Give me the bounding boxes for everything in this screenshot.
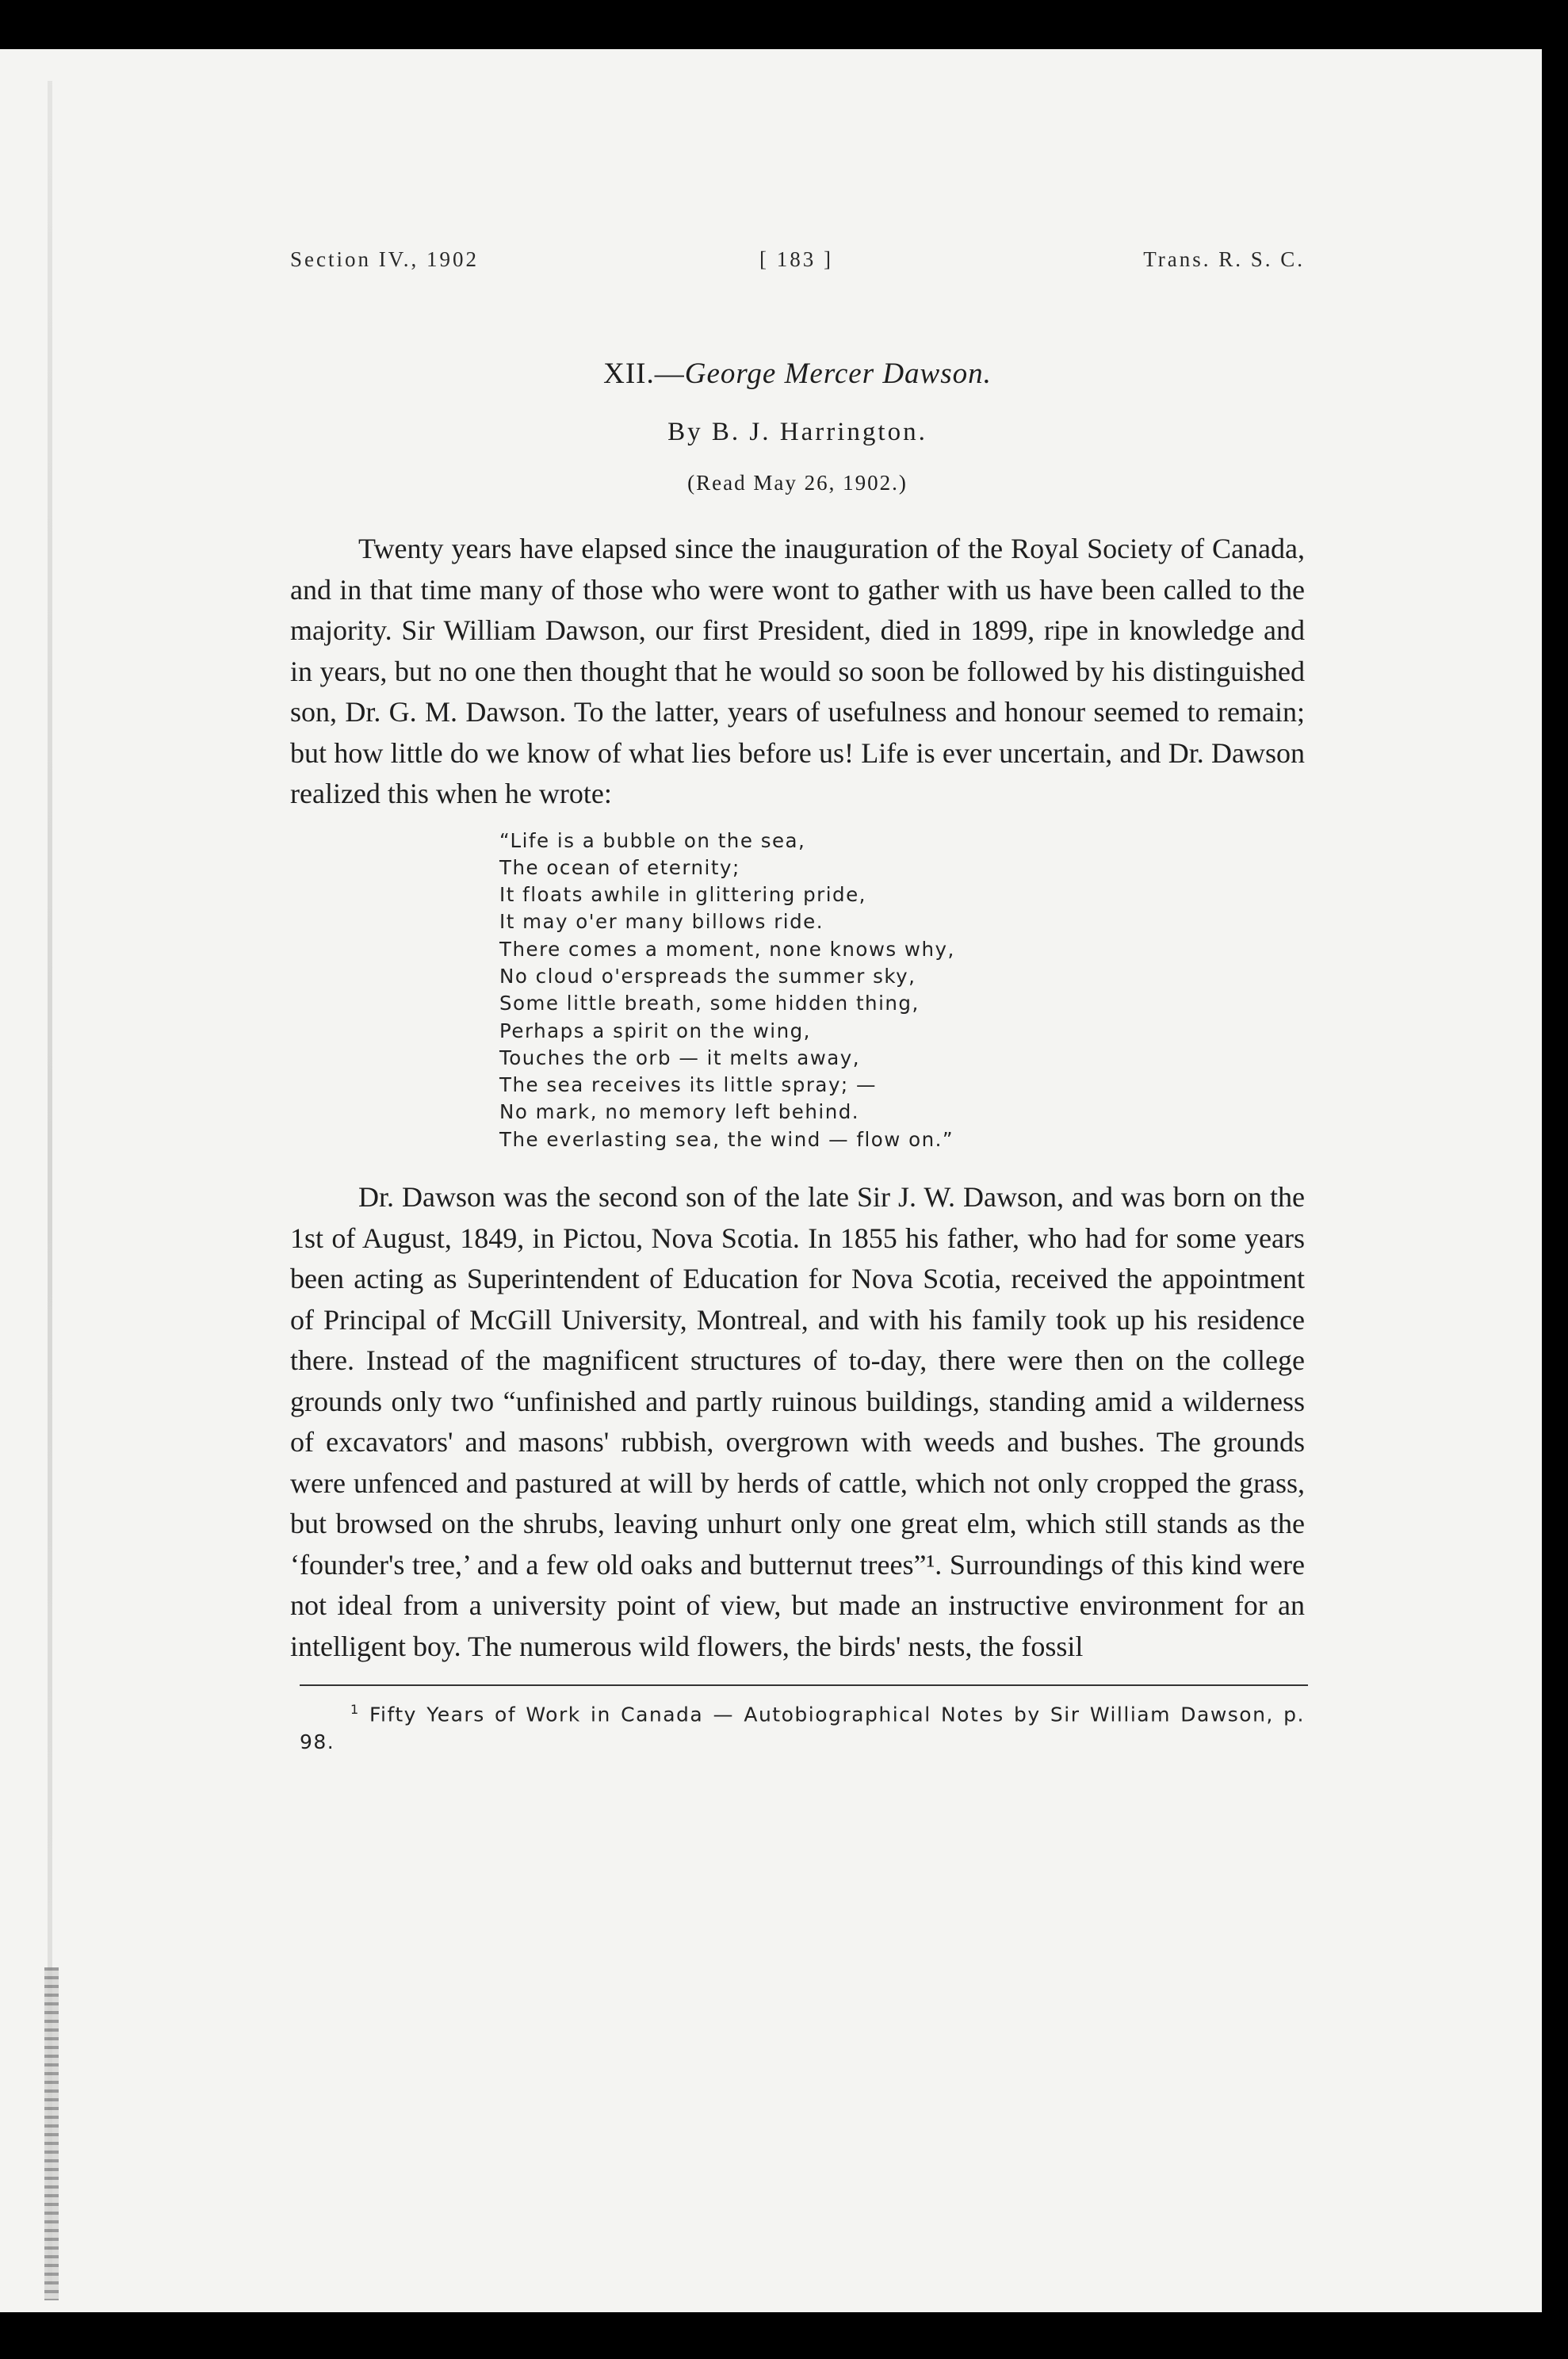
poem-line: There comes a moment, none knows why, xyxy=(499,937,955,961)
article-subject: George Mercer Dawson. xyxy=(684,357,992,390)
footnote-marker: 1 xyxy=(350,1702,360,1718)
footnote-divider xyxy=(300,1684,1308,1686)
paragraph-biography: Dr. Dawson was the second son of the late Sir J. W. Dawson, and was born on the 1st of August, 1849, in Pictou, Nova Scotia. In 1855 his father, who had for some years been acting as Superintendent of Education for Nova Scotia, received the appointment of Principal of McGill University, Montreal, and with his family took up his residence there. Instead of the magnificent structures of to-day, there were then on the college grounds only two “unfinished and partly ruinous buildings, standing amid a wilderness of excavators' and masons' rubbish, overgrown with weeds and bushes. The grounds were unfenced and pastured at will by herds of cattle, which not only cropped the grass, but browsed on the shrubs, leaving unhurt only one great elm, which still stands as the ‘founder's tree,’ and a few old oaks and butternut trees”¹. Surroundings of this kind were not ideal from a university point of view, but made an instructive environment for an intelligent boy. The numerous wild flowers, the birds' nests, the fossil xyxy=(290,1181,1305,1662)
footnote-text: Fifty Years of Work in Canada — Autobiographical Notes by Sir William Dawson, p. 98. xyxy=(300,1703,1305,1754)
poem-line: The everlasting sea, the wind — flow on.” xyxy=(499,1127,954,1151)
page-edge-binding xyxy=(44,1967,59,2300)
poem-line: It may o'er many billows ride. xyxy=(499,910,824,934)
poem xyxy=(499,828,1305,1154)
read-date: (Read May 26, 1902.) xyxy=(687,471,908,495)
poem-line: The sea receives its little spray; — xyxy=(499,1073,877,1097)
poem-line: No cloud o'erspreads the summer sky, xyxy=(499,964,916,988)
article-number: XII.— xyxy=(603,357,685,390)
poem-line: Some little breath, some hidden thing, xyxy=(499,992,920,1015)
poem-line: Touches the orb — it melts away, xyxy=(499,1046,861,1069)
footnote xyxy=(300,1696,1305,1756)
poem-line: No mark, no memory left behind. xyxy=(499,1100,860,1124)
article-author: By B. J. Harrington. xyxy=(667,418,927,446)
poem-line: Perhaps a spirit on the wing, xyxy=(499,1019,811,1042)
page-edge-shadow xyxy=(48,81,52,2284)
poem-line: The ocean of eternity; xyxy=(499,855,740,879)
page-number: [ 183 ] xyxy=(759,247,833,271)
running-head xyxy=(290,247,1305,279)
running-head-section: Section IV., 1902 xyxy=(290,247,479,271)
article-title xyxy=(290,357,1305,391)
running-head-journal: Trans. R. S. C. xyxy=(1143,247,1305,271)
page-content xyxy=(290,247,1305,1756)
paragraph-intro: Twenty years have elapsed since the inauguration of the Royal Society of Canada, and in that time many of those who were wont to gather with us have been called to the majority. Sir William Dawson, our first President, died in 1899, ripe in knowledge and in years, but no one then thought that he would so soon be followed by his distinguished son, Dr. G. M. Dawson. To the latter, years of usefulness and honour seemed to remain; but how little do we know of what lies before us! Life is ever uncertain, and Dr. Dawson realized this when he wrote: xyxy=(290,533,1305,809)
poem-line: “Life is a bubble on the sea, xyxy=(499,828,806,852)
document-page xyxy=(0,49,1542,2312)
poem-line: It floats awhile in glittering pride, xyxy=(499,883,866,907)
